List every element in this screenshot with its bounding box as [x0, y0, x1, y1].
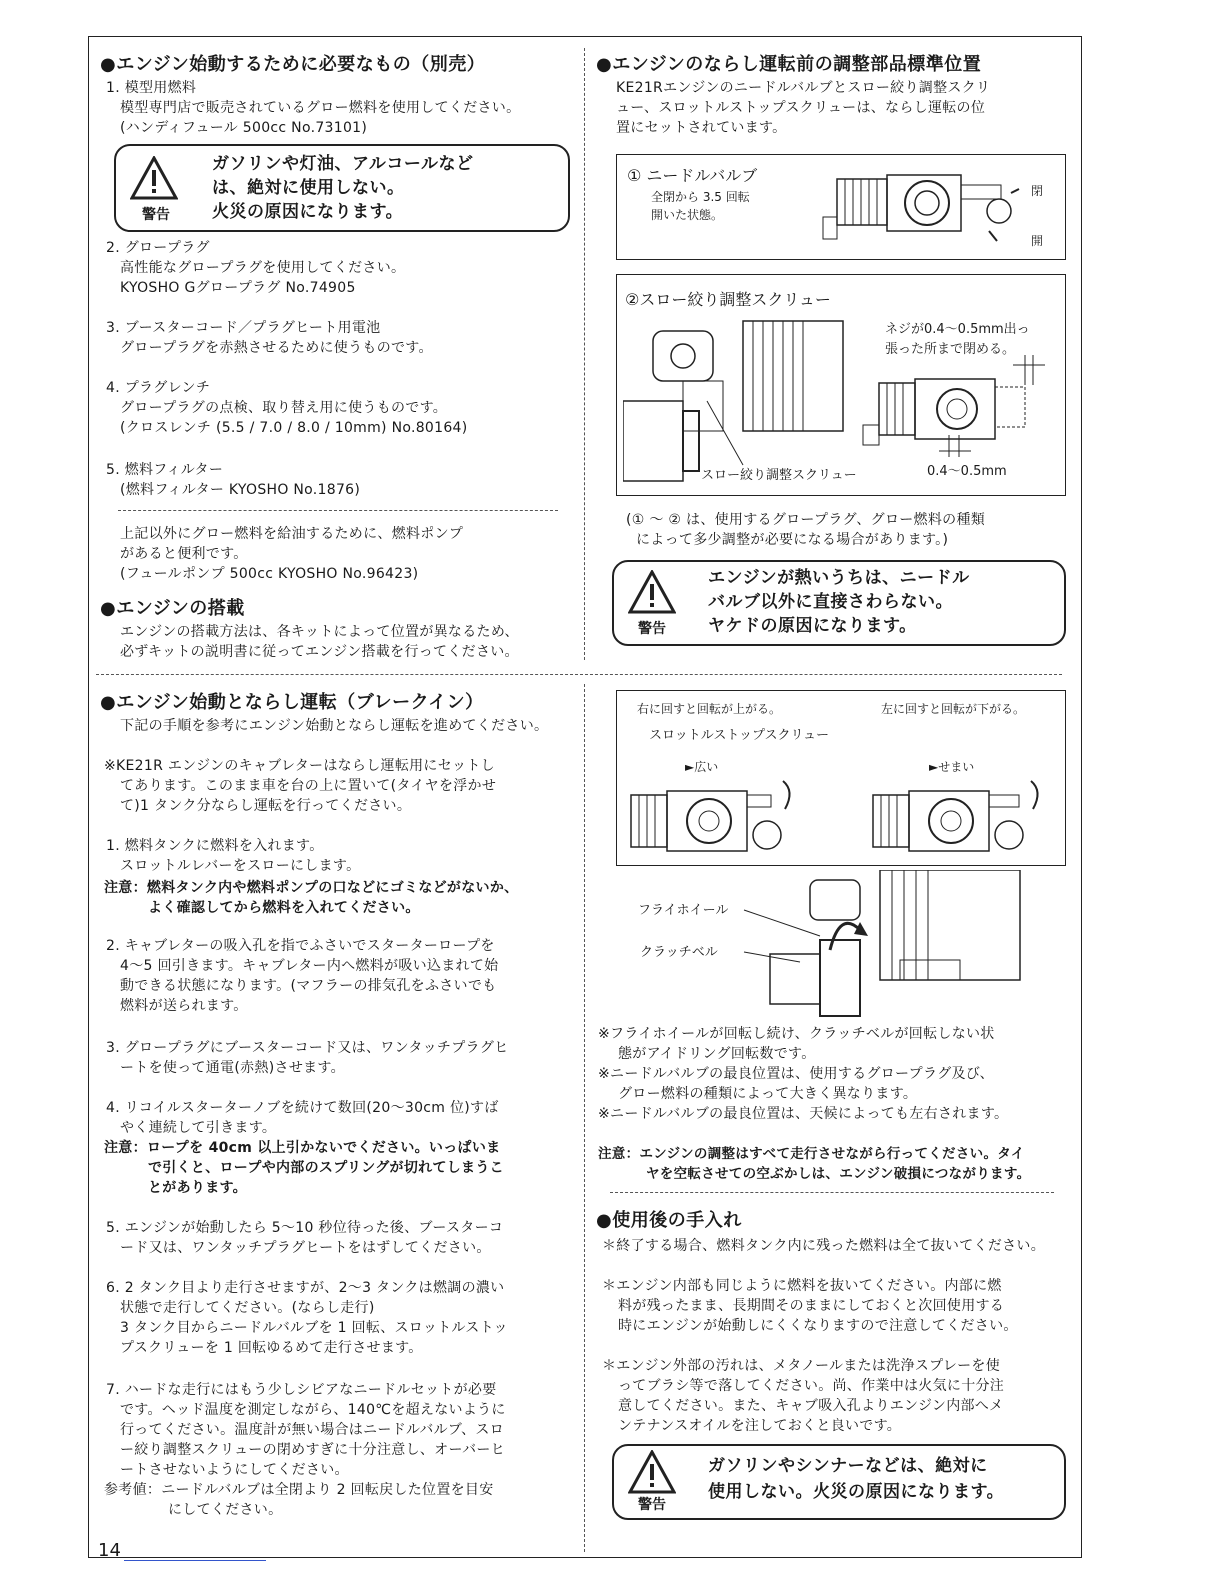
clutch-bell-label: クラッチベル — [640, 945, 718, 960]
close-label: 閉 — [1031, 184, 1044, 198]
after-use-care-heading: ●使用後の手入れ — [596, 1210, 742, 1231]
item-4-desc: グロープラグの点検、取り替え用に使うものです。 — [120, 400, 448, 416]
warning-label: 警告 — [638, 621, 666, 637]
needle-valve-desc-2: 開いた状態。 — [651, 208, 724, 222]
section-divider — [96, 674, 1062, 675]
remark-3: ※ニードルバルブの最良位置は、使用するグロープラグ及び、 — [598, 1066, 994, 1082]
item-2-title: 2. グロープラグ — [106, 240, 210, 256]
step-2-line-1: 2. キャブレターの吸入孔を指でふさいでスターターロープを — [106, 938, 495, 954]
step-6-line-2: 状態で走行してください。(ならし走行) — [120, 1300, 375, 1316]
gap-label: 0.4〜0.5mm — [927, 464, 1007, 479]
column-divider-top — [584, 48, 585, 660]
warning-line-1: エンジンが熱いうちは、ニードル — [708, 568, 970, 588]
adjust-note-1: (① 〜 ② は、使用するグロープラグ、グロー燃料の種類 — [626, 512, 986, 528]
slow-screw-label: スロー絞り調整スクリュー — [701, 468, 857, 483]
adjustment-intro-3: 置にセットされています。 — [616, 120, 787, 136]
caution-1-line-2: よく確認してから燃料を入れてください。 — [148, 900, 420, 916]
column-divider-bottom — [584, 684, 585, 1552]
item-5-title: 5. 燃料フィルター — [106, 462, 224, 478]
adjust-caution-1: 注意：エンジンの調整はすべて走行させながら行ってください。タイ — [598, 1146, 1025, 1162]
item-4-product: (クロスレンチ (5.5 / 7.0 / 8.0 / 10mm) No.80164) — [120, 420, 468, 436]
break-in-heading: ●エンジン始動とならし運転（ブレークイン） — [100, 692, 484, 713]
left-turn-label: 左に回すと回転が下がる。 — [881, 702, 1026, 716]
engine-carburetor-illustration — [623, 311, 853, 491]
warning-triangle-icon — [130, 156, 178, 204]
warning-line-2: 使用しない。火災の原因になります。 — [708, 1482, 1005, 1502]
slow-screw-note-1: ネジが0.4〜0.5mm出っ — [885, 322, 1030, 337]
step-6-line-4: プスクリューを 1 回転ゆるめて走行させます。 — [120, 1340, 423, 1356]
needle-valve-title: ① ニードルバルブ — [627, 166, 758, 185]
care-2-line-2: 料が残ったまま、長期間そのままにしておくと次回使用する — [618, 1298, 1005, 1314]
caution-2-line-2: で引くと、ロープや内部のスプリングが切れてしまうこ — [148, 1160, 504, 1176]
item-5-product: (燃料フィルター KYOSHO No.1876) — [120, 482, 361, 498]
step-7-line-5: ートさせないようにしてください。 — [120, 1462, 349, 1478]
step-2-line-3: 動できる状態になります。(マフラーの排気孔をふさいでも — [120, 978, 497, 994]
throttle-narrow-illustration — [869, 775, 1069, 865]
throttle-screw-box — [616, 690, 1066, 866]
needle-valve-desc-1: 全閉から 3.5 回転 — [651, 190, 750, 204]
care-divider — [610, 1192, 1054, 1193]
warning-triangle-icon — [628, 1450, 676, 1498]
step-7-line-2: です。ヘッド温度を測定しながら、140℃を超えないように — [120, 1402, 506, 1418]
adjust-note-2: によって多少調整が必要になる場合があります。) — [636, 532, 949, 548]
break-in-intro: 下記の手順を参考にエンジン始動とならし運転を進めてください。 — [120, 718, 549, 734]
step-4-line-1: 4. リコイルスターターノブを続けて数回(20〜30cm 位)すば — [106, 1100, 499, 1116]
warning-label: 警告 — [142, 207, 170, 223]
care-2-line-1: ＊エンジン内部も同じように燃料を抜いてください。内部に燃 — [602, 1278, 1002, 1294]
narrow-label: ►せまい — [929, 760, 975, 774]
slow-screw-box — [616, 274, 1066, 496]
open-label: 開 — [1031, 234, 1044, 248]
warning-line-3: 火災の原因になります。 — [212, 202, 404, 222]
slow-screw-note-2: 張った所まで閉める。 — [885, 342, 1016, 357]
reference-line-1: 参考値：ニードルバルブは全閉より 2 回転戻した位置を目安 — [104, 1482, 494, 1498]
step-6-line-3: 3 タンク目からニードルバルブを 1 回転、スロットルストッ — [120, 1320, 508, 1336]
step-5-line-2: ード又は、ワンタッチプラグヒートをはずしてください。 — [120, 1240, 491, 1256]
item-1-desc: 模型専門店で販売されているグロー燃料を使用してください。 — [120, 100, 521, 116]
flywheel-leader-lines — [740, 906, 860, 966]
care-2-line-3: 時にエンジンが始動しにくくなりますので注意してください。 — [618, 1318, 1018, 1334]
warning-line-3: ヤケドの原因になります。 — [708, 616, 917, 636]
warning-line-1: ガソリンやシンナーなどは、絶対に — [708, 1456, 988, 1476]
warning-line-2: バルブ以外に直接さわらない。 — [708, 592, 953, 612]
warning-label: 警告 — [638, 1497, 666, 1513]
adjustment-intro-2: ュー、スロットルストップスクリューは、ならし運転の位 — [616, 100, 986, 116]
care-3-line-3: 意してください。また、キャブ吸入孔よりエンジン内部へメ — [618, 1398, 1004, 1414]
items-divider — [118, 510, 558, 511]
wide-label: ►広い — [685, 760, 719, 774]
right-turn-label: 右に回すと回転が上がる。 — [637, 702, 782, 716]
caution-2-line-3: とがあります。 — [148, 1180, 247, 1196]
care-1: ＊終了する場合、燃料タンク内に残った燃料は全て抜いてください。 — [602, 1238, 1046, 1254]
step-7-line-1: 7. ハードな走行にはもう少しシビアなニードルセットが必要 — [106, 1382, 497, 1398]
step-2-line-2: 4〜5 回引きます。キャブレター内へ燃料が吸い込まれて始 — [120, 958, 499, 974]
step-6-line-1: 6. 2 タンク目より走行させますが、2〜3 タンクは燃調の濃い — [106, 1280, 505, 1296]
step-7-line-4: ー絞り調整スクリューの閉めすぎに十分注意し、オーバーヒ — [120, 1442, 505, 1458]
page-number-underline — [124, 1560, 266, 1561]
caution-1-line-1: 注意：燃料タンク内や燃料ポンプの口などにゴミなどがないか、 — [104, 880, 519, 896]
care-3-line-1: ＊エンジン外部の汚れは、メタノールまたは洗浄スプレーを使 — [602, 1358, 1001, 1374]
required-items-heading: ●エンジン始動するために必要なもの（別売） — [100, 54, 486, 75]
step-3-line-2: ートを使って通電(赤熱)させます。 — [120, 1060, 345, 1076]
care-3-line-4: ンテナンスオイルを注しておくと良いです。 — [618, 1418, 902, 1434]
flywheel-label: フライホイール — [638, 903, 729, 918]
remark-1: ※フライホイールが回転し続け、クラッチベルが回転しない状 — [598, 1026, 995, 1042]
item-1-product: (ハンディフュール 500cc No.73101) — [120, 120, 368, 136]
needle-valve-box — [616, 154, 1066, 260]
item-2-product: KYOSHO Gグロープラグ No.74905 — [120, 280, 356, 296]
item-2-desc: 高性能なグロープラグを使用してください。 — [120, 260, 406, 276]
engine-mount-text-1: エンジンの搭載方法は、各キットによって位置が異なるため、 — [120, 624, 519, 640]
carb-remark-1: ※KE21R エンジンのキャブレターはならし運転用にセットし — [104, 758, 495, 774]
step-1-line-1: 1. 燃料タンクに燃料を入れます。 — [106, 838, 324, 854]
item-3-title: 3. ブースターコード／プラグヒート用電池 — [106, 320, 381, 336]
reference-line-2: にしてください。 — [168, 1502, 283, 1518]
warning-box-hot-engine — [612, 560, 1066, 646]
throttle-stop-screw-label: スロットルストップスクリュー — [649, 728, 830, 743]
step-5-line-1: 5. エンジンが始動したら 5〜10 秒位待った後、ブースターコ — [106, 1220, 504, 1236]
carb-remark-2: てあります。このまま車を台の上に置いて(タイヤを浮かせ — [120, 778, 497, 794]
pump-note-2: があると便利です。 — [120, 546, 248, 562]
step-7-line-3: 行ってください。温度計が無い場合はニードルバルブ、スロ — [120, 1422, 504, 1438]
adjustment-intro-1: KE21Rエンジンのニードルバルブとスロー絞り調整スクリ — [616, 80, 991, 96]
remark-4: グロー燃料の種類によって大きく異なります。 — [618, 1086, 918, 1102]
step-4-line-2: やく連続して引きます。 — [120, 1120, 277, 1136]
care-3-line-2: ってブラシ等で落してください。尚、作業中は火気に十分注 — [618, 1378, 1005, 1394]
adjustment-heading: ●エンジンのならし運転前の調整部品標準位置 — [596, 54, 982, 75]
pump-note-3: (フュールポンプ 500cc KYOSHO No.96423) — [120, 566, 419, 582]
page-number: 14 — [98, 1540, 121, 1561]
adjust-caution-2: ヤを空転させての空ぶかしは、エンジン破損につながります。 — [646, 1166, 1031, 1182]
slow-screw-title: ②スロー絞り調整スクリュー — [625, 290, 831, 309]
throttle-wide-illustration — [627, 775, 827, 865]
item-1-title: 1. 模型用燃料 — [106, 80, 197, 96]
engine-mount-text-2: 必ずキットの説明書に従ってエンジン搭載を行ってください。 — [120, 644, 519, 660]
step-2-line-4: 燃料が送られます。 — [120, 998, 248, 1014]
warning-box-solvent — [612, 1444, 1066, 1520]
carb-remark-3: て)1 タンク分ならし運転を行ってください。 — [120, 798, 412, 814]
step-1-line-2: スロットルレバーをスローにします。 — [120, 858, 361, 874]
engine-mount-heading: ●エンジンの搭載 — [100, 598, 245, 619]
warning-line-1: ガソリンや灯油、アルコールなど — [212, 154, 474, 174]
item-3-desc: グロープラグを赤熱させるために使うものです。 — [120, 340, 433, 356]
caution-2-line-1: 注意：ロープを 40cm 以上引かないでください。いっぱいま — [104, 1140, 501, 1156]
item-4-title: 4. プラグレンチ — [106, 380, 211, 396]
remark-2: 態がアイドリング回転数です。 — [618, 1046, 816, 1062]
remark-5: ※ニードルバルブの最良位置は、天候によっても左右されます。 — [598, 1106, 1009, 1122]
warning-triangle-icon — [628, 570, 676, 618]
needle-valve-illustration — [817, 157, 1047, 257]
warning-line-2: は、絶対に使用しない。 — [212, 178, 405, 198]
step-3-line-1: 3. グロープラグにブースターコード又は、ワンタッチプラグヒ — [106, 1040, 509, 1056]
pump-note-1: 上記以外にグロー燃料を給油するために、燃料ポンプ — [120, 526, 464, 542]
warning-box-fuel — [114, 144, 570, 232]
